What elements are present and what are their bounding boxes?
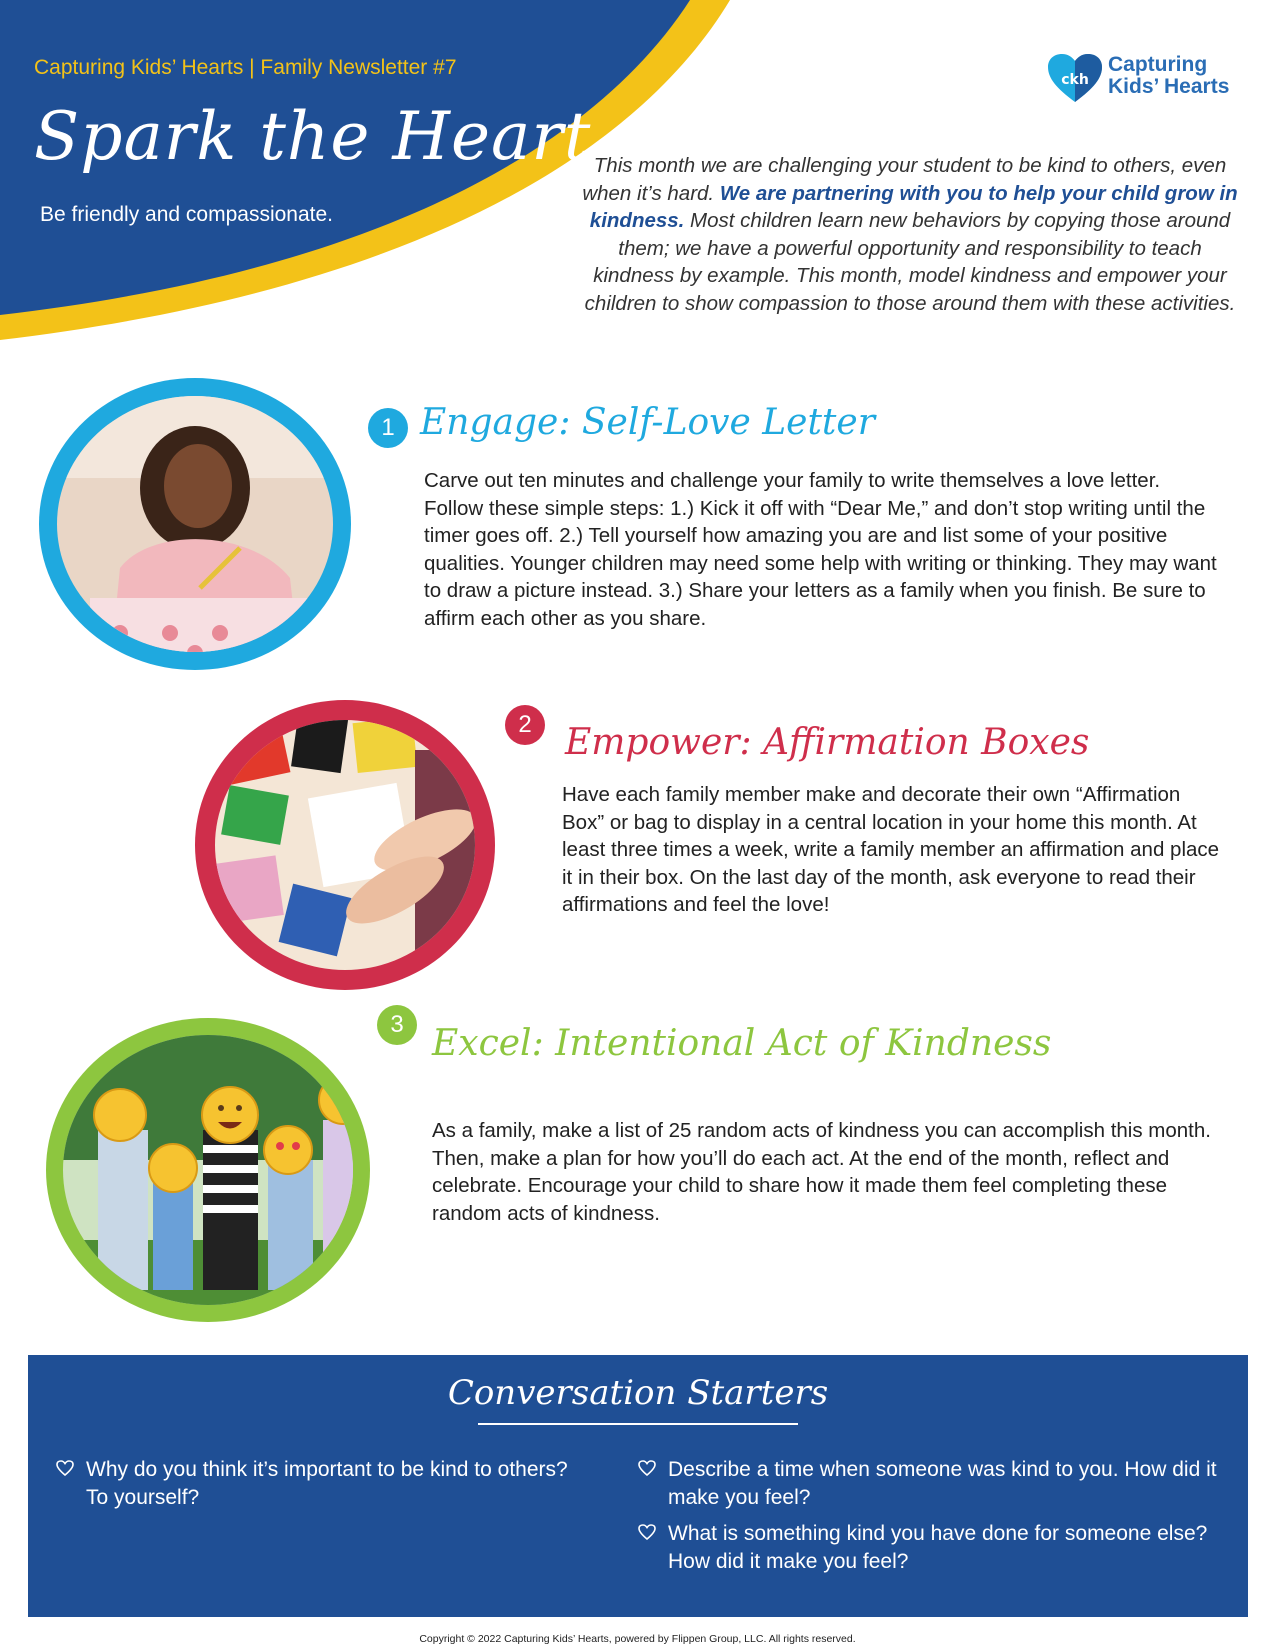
intro-highlight: We are partnering with you to help your child grow in kindness. <box>589 181 1238 232</box>
copyright-footer: Copyright © 2022 Capturing Kids’ Hearts, powered by Flippen Group, LLC. All rights reserved. <box>419 1633 856 1645</box>
heart-bullet-icon <box>638 1524 656 1540</box>
conversation-item-text: Describe a time when someone was kind to you. How did it make you feel? <box>668 1458 1217 1509</box>
newsletter-kicker: Capturing Kids’ Hearts | Family Newsletter #7 <box>34 56 457 79</box>
conversation-starters-panel <box>28 1355 1248 1617</box>
conversation-starters-title: Conversation Starters <box>447 1373 829 1413</box>
conversation-item <box>668 1520 1248 1575</box>
page-subtitle: Be friendly and compassionate. <box>40 203 334 226</box>
section-1-title: Engage: Self-Love Letter <box>420 402 875 443</box>
section-3-number-badge: 3 <box>377 1005 417 1045</box>
heart-bullet-icon <box>56 1460 74 1476</box>
logo-wordmark <box>1108 54 1229 98</box>
section-3-body: As a family, make a list of 25 random acts of kindness you can accomplish this month. Then, make a plan for how you’ll do each act. At the end of the month, reflect and celebrate. Encourage your child to share how it made them feel completing these random acts of kindness. <box>432 1119 1211 1225</box>
section-2-title: Empower: Affirmation Boxes <box>565 722 1090 763</box>
craft-paper-photo <box>185 690 505 1000</box>
svg-text:ckh: ckh <box>1061 72 1089 88</box>
section-2-body: Have each family member make and decorate their own “Affirmation Box” or bag to display in a central location in your home this month. At least three times a week, write a family member an affirmation and place it in their box. On the last day of the month, ask everyone to read their affirmations and feel the love! <box>562 783 1220 916</box>
section-1-body: Carve out ten minutes and challenge your family to write themselves a love letter. Follow these simple steps: 1.) Kick it off with “Dear Me,” and don’t stop writing until the timer goes off. 2.) Tell yourself how amazing you are and list some of your positive qualities. Younger children may need some help with writing or thinking. They may want to draw a picture instead. 3.) Share your letters as a family when you finish. Be sure to affirm each other as you share. <box>424 469 1217 630</box>
section-1-number-badge: 1 <box>368 408 408 448</box>
brand-logo <box>1046 50 1246 106</box>
intro-text-1: This month we are challenging your student to be kind to others, even when it’s hard. <box>582 154 1227 205</box>
girl-writing-photo <box>30 368 360 680</box>
conversation-item-text: Why do you think it’s important to be kind to others? To yourself? <box>86 1458 568 1509</box>
page-title: Spark the Heart <box>34 98 592 175</box>
logo-line-2: Kids’ Hearts <box>1108 75 1230 98</box>
title-underline <box>478 1423 798 1425</box>
intro-text-2: Most children learn new behaviors by copying those around them; we have a powerful opportunity and responsibility to teach kindness by example. This month, model kindness and empower your children to show compassion to those around them with these activities. <box>584 209 1236 315</box>
conversation-item-text: What is something kind you have done for someone else? How did it make you feel? <box>668 1522 1208 1573</box>
section-2-number-badge: 2 <box>505 705 545 745</box>
section-3-title: Excel: Intentional Act of Kindness <box>432 1023 1052 1064</box>
logo-line-1: Capturing <box>1108 53 1208 76</box>
conversation-item <box>668 1456 1248 1511</box>
heart-logo-icon <box>1046 52 1104 104</box>
conversation-item <box>86 1456 576 1511</box>
family-emoji-faces-photo <box>38 1010 378 1330</box>
intro-paragraph <box>580 152 1240 317</box>
heart-bullet-icon <box>638 1460 656 1476</box>
